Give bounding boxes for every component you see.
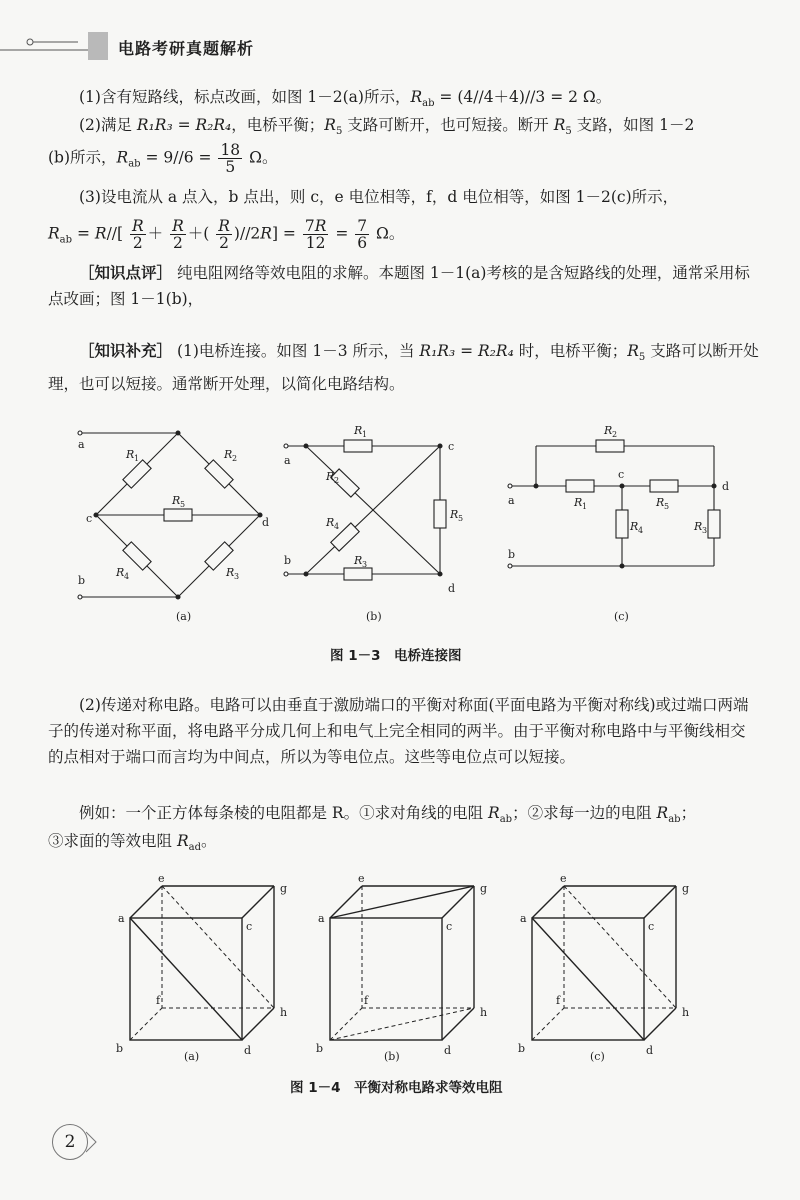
svg-text:a: a	[508, 494, 515, 507]
svg-text:2: 2	[232, 454, 238, 463]
formula-rab: $R_{ab} = R//$[ $\frac{R}{2}$ ＋ $\frac{R}{2}$ ＋( $\frac{R}{2}$ )//2R] = $\frac{7R}{12}$ = $\frac{7}{6}$ Ω。	[48, 217, 405, 252]
svg-text:f: f	[364, 994, 369, 1007]
figure-1-4-cubes	[0, 870, 800, 1065]
svg-text:R: R	[656, 496, 665, 509]
para-cube-example-cont: ③求面的等效电阻 $R_{ad}$。	[48, 832, 217, 854]
svg-text:R: R	[172, 494, 181, 507]
svg-text:e: e	[358, 872, 365, 885]
svg-text:f: f	[556, 994, 561, 1007]
svg-text:b: b	[508, 548, 516, 561]
fraction-18-5: $\frac{18}{5}$	[220, 141, 241, 176]
svg-text:3: 3	[362, 560, 368, 569]
node-label-c: c	[86, 512, 93, 525]
svg-text:4: 4	[334, 522, 340, 531]
svg-text:e: e	[158, 872, 165, 885]
svg-text:R: R	[354, 424, 363, 437]
figure-1-3-bridge-circuits	[0, 408, 800, 633]
subfig-label-a: (a)	[176, 610, 192, 623]
svg-text:1: 1	[134, 454, 140, 463]
svg-text:3: 3	[702, 526, 708, 535]
svg-text:a: a	[118, 912, 125, 925]
svg-text:R: R	[224, 448, 233, 461]
svg-text:R: R	[574, 496, 583, 509]
svg-text:4: 4	[124, 572, 130, 581]
svg-text:c: c	[648, 920, 655, 933]
svg-text:b: b	[116, 1042, 124, 1055]
svg-text:d: d	[448, 582, 456, 595]
svg-text:R: R	[604, 424, 613, 437]
svg-text:b: b	[518, 1042, 526, 1055]
svg-text:g: g	[480, 882, 488, 895]
svg-text:(c): (c)	[614, 610, 629, 623]
para-knowledge-comment: ［知识点评］ 纯电阻网络等效电阻的求解。本题图 1－1(a)考核的是含短路线的处理，通常采用标点改画；图 1－1(b)，	[48, 263, 750, 308]
running-header: 电路考研真题解析	[118, 39, 255, 58]
svg-text:1: 1	[582, 502, 588, 511]
svg-text:(a): (a)	[184, 1050, 200, 1063]
svg-text:h: h	[682, 1006, 690, 1019]
para-3: (3)设电流从 a 点入，b 点出，则 c，e 电位相等，f，d 电位相等，如图 1－2(c)所示，	[79, 188, 679, 206]
svg-text:f: f	[156, 994, 161, 1007]
svg-text:d: d	[244, 1044, 252, 1057]
node-label-b: b	[78, 574, 86, 587]
page-number: 2	[52, 1124, 88, 1160]
svg-text:e: e	[560, 872, 567, 885]
svg-text:b: b	[316, 1042, 324, 1055]
svg-text:4: 4	[638, 526, 644, 535]
svg-text:a: a	[318, 912, 325, 925]
para-cube-example: 例如：一个正方体每条棱的电阻都是 R。①求对角线的电阻 $R_{ab}$；②求每一边的电阻 $R_{ab}$；	[79, 804, 697, 826]
svg-text:d: d	[444, 1044, 452, 1057]
svg-text:h: h	[480, 1006, 488, 1019]
cube-a	[130, 886, 274, 1040]
svg-text:2: 2	[334, 476, 340, 485]
para-1: (1)含有短路线，标点改画，如图 1－2(a)所示，$R_{ab} = (4//4+4)//3 = 2$ Ω。	[79, 88, 612, 110]
svg-text:5: 5	[458, 514, 464, 523]
svg-text:c: c	[618, 468, 625, 481]
svg-text:h: h	[280, 1006, 288, 1019]
svg-text:R: R	[630, 520, 639, 533]
figure-1-3-caption: 图 1－3 电桥连接图	[330, 648, 462, 664]
cube-c	[532, 886, 676, 1040]
para-2-cont: (b)所示，$R_{ab} = 9//6$ = $\frac{18}{5}$ Ω。	[48, 141, 278, 176]
svg-text:5: 5	[180, 500, 186, 509]
svg-text:R: R	[694, 520, 703, 533]
svg-text:R: R	[326, 516, 335, 529]
para-2: (2)满足 R₁R₃ = R₂R₄，电桥平衡；$R_5$ 支路可断开，也可短接。断开 $R_5$ 支路，如图 1－2	[79, 116, 695, 138]
svg-text:R: R	[126, 448, 135, 461]
svg-text:2: 2	[612, 430, 618, 439]
svg-text:R: R	[354, 554, 363, 567]
svg-text:3: 3	[234, 572, 240, 581]
para-transfer-symmetric: (2)传递对称电路。电路可以由垂直于激励端口的平衡对称面(平面电路为平衡对称线)或过端口两端子的传递对称平面，将电路平分成几何上和电气上完全相同的两半。由于平衡对称电路中与平衡线相交的点相对于端口而言均为中间点，所以为等电位点。这些等电位点可以短接。	[48, 696, 749, 766]
bridge-circuit-b	[284, 440, 446, 580]
svg-text:R: R	[116, 566, 125, 579]
svg-text:c: c	[448, 440, 455, 453]
para-knowledge-supplement: ［知识补充］ (1)电桥连接。如图 1－3 所示，当 R₁R₃ = R₂R₄ 时，电桥平衡；$R_5$ 支路可以断开处理，也可以短接。通常断开处理，以简化电路结构。	[48, 341, 759, 394]
bridge-circuit-c	[508, 440, 720, 568]
svg-text:5: 5	[664, 502, 670, 511]
svg-text:g: g	[682, 882, 690, 895]
svg-text:(b): (b)	[384, 1050, 400, 1063]
svg-text:a: a	[284, 454, 291, 467]
svg-text:R: R	[450, 508, 459, 521]
svg-text:(c): (c)	[590, 1050, 605, 1063]
svg-text:R: R	[226, 566, 235, 579]
svg-text:a: a	[520, 912, 527, 925]
svg-text:R: R	[326, 470, 335, 483]
svg-text:1: 1	[362, 430, 368, 439]
node-label-d: d	[262, 516, 270, 529]
svg-text:c: c	[246, 920, 253, 933]
svg-text:d: d	[722, 480, 730, 493]
svg-text:d: d	[646, 1044, 654, 1057]
node-label-a: a	[78, 438, 85, 451]
figure-1-4-caption: 图 1－4 平衡对称电路求等效电阻	[290, 1080, 503, 1096]
svg-text:g: g	[280, 882, 288, 895]
page-corner-arrow	[86, 1130, 106, 1154]
svg-text:b: b	[284, 554, 292, 567]
cube-b	[330, 886, 474, 1040]
svg-text:c: c	[446, 920, 453, 933]
svg-text:(b): (b)	[366, 610, 382, 623]
